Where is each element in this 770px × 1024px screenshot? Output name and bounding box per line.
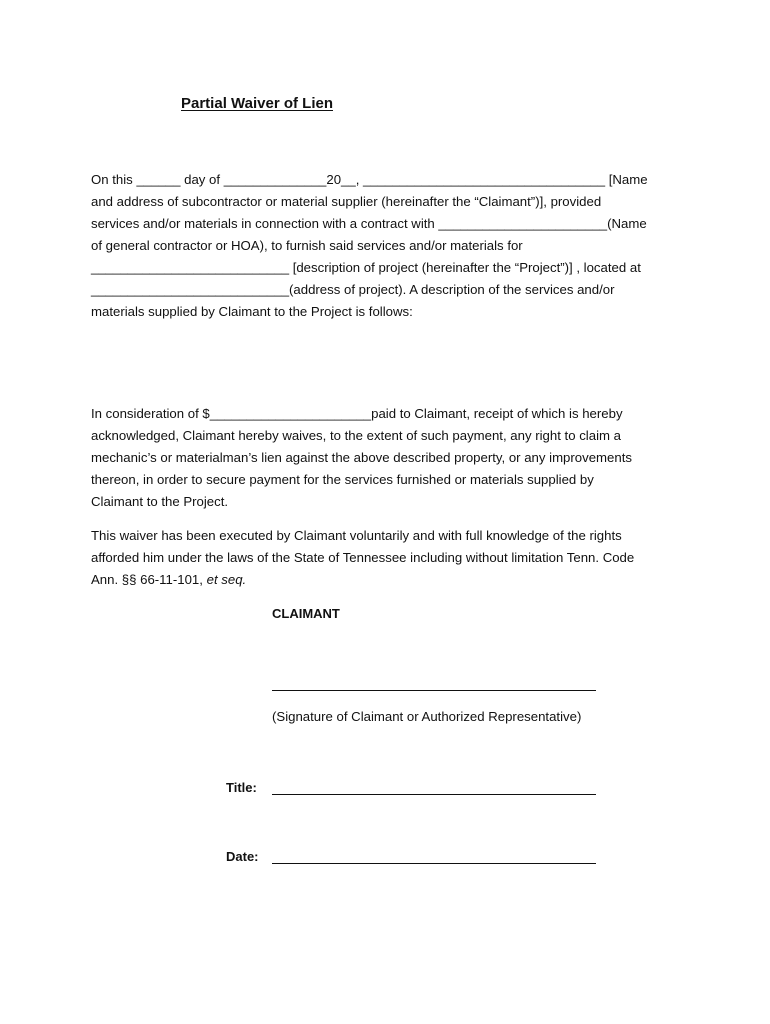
paragraph-line: of general contractor or HOA), to furnish said services and/or materials for bbox=[91, 238, 523, 253]
statute-citation: Ann. §§ 66-11-101, bbox=[91, 572, 207, 587]
paragraph-line: mechanic’s or materialman’s lien against the above described property, or any improvements bbox=[91, 450, 632, 465]
paragraph-line: This waiver has been executed by Claimant voluntarily and with full knowledge of the rights bbox=[91, 528, 622, 543]
paragraph-line: ___________________________(address of project). A description of the services and/or bbox=[91, 282, 615, 297]
claimant-heading: CLAIMANT bbox=[272, 606, 340, 621]
paragraph-line: services and/or materials in connection with a contract with _______________________(Name bbox=[91, 216, 647, 231]
date-label: Date: bbox=[226, 849, 259, 864]
document-title: Partial Waiver of Lien bbox=[181, 95, 333, 112]
paragraph-line: thereon, in order to secure payment for the services furnished or materials supplied by bbox=[91, 472, 594, 487]
paragraph-line: On this ______ day of ______________20__, _________________________________ [Name bbox=[91, 172, 648, 187]
et-seq-italic: et seq. bbox=[206, 572, 247, 587]
title-field-line[interactable] bbox=[272, 794, 596, 795]
paragraph-line: In consideration of $______________________paid to Claimant, receipt of which is hereby bbox=[91, 406, 623, 421]
voluntary-execution-paragraph bbox=[91, 525, 691, 591]
paragraph-line: materials supplied by Claimant to the Project is follows: bbox=[91, 304, 413, 319]
paragraph-line bbox=[91, 569, 691, 591]
signature-line[interactable] bbox=[272, 690, 596, 691]
paragraph-line: ___________________________ [description of project (hereinafter the “Project”)] , located at bbox=[91, 260, 641, 275]
paragraph-line: and address of subcontractor or material supplier (hereinafter the “Claimant”)], provided bbox=[91, 194, 602, 209]
intro-paragraph bbox=[91, 169, 691, 323]
consideration-paragraph bbox=[91, 403, 691, 513]
title-label: Title: bbox=[226, 780, 257, 795]
paragraph-line: Claimant to the Project. bbox=[91, 494, 229, 509]
date-field-line[interactable] bbox=[272, 863, 596, 864]
paragraph-line: afforded him under the laws of the State of Tennessee including without limitation Tenn. Code bbox=[91, 550, 635, 565]
paragraph-line: acknowledged, Claimant hereby waives, to the extent of such payment, any right to claim a bbox=[91, 428, 621, 443]
signature-caption: (Signature of Claimant or Authorized Representative) bbox=[272, 709, 582, 724]
